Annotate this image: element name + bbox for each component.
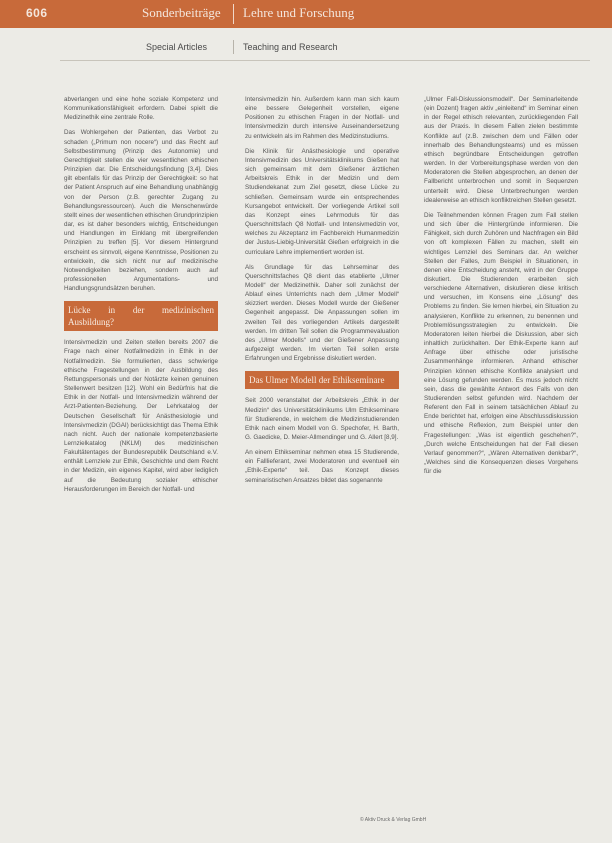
paragraph: Als Grundlage für das Lehrseminar des Querschnittsfaches Q8 dient das etablierte „Ulmer Modell“ der Medizinethik. Daher soll zunächst der Ablauf eines Unterrichts nach dem „Ulmer Modell“ skizziert werden. Dieses Modell wurde der Gießener Gegenheit angepasst. Die Anpassungen sollen im zweiten Teil des vorliegenden Artikels dargestellt werden. Im dritten Teil sollen die Programmevaluation des „Ulmer Modells“ und der Gießener Anpassung aufgezeigt werden. Im vierten Teil sollen erste Erfahrungen und Ergebnisse diskutiert werden. xyxy=(245,263,399,363)
paragraph: Das Wohlergehen der Patienten, das Verbot zu schaden („Primum non nocere“) und das Recht auf Selbstbestimmung (Prinzip des Autonomie) und Gerechtigkeit stellen die vier wesentlichen ethischen Prinzipien dar. Die Entscheidungsfindung [3,4]. Dies gilt ebenfalls für das Prinzip der Gerechtigkeit: so hat der Patient Anspruch auf eine Behandlung unabhängig von der Person (z.B. gerechter Zugang zu Behandlungsressourcen). Auch die Menschenwürde stellt eines der wesentlichen ethischen Grundprinzipien dar, es ist daher besonders wichtig, Entscheidungen und Handlungen im Einklang mit übergreifenden Prinzipien zu treffen [5]. Vor diesem Hintergrund erscheint es sinnvoll, eigene Kenntnisse, Positionen zu entwickeln, die sich nicht nur auf medizinische Notwendigkeiten beziehen, sondern auch auf professionellen Argumentations- und Handlungsgrundsätzen beruhen. xyxy=(64,129,218,293)
paragraph: Seit 2000 veranstaltet der Arbeitskreis „Ethik in der Medizin“ des Universitätsklinikums Ulm Ethikseminare für Studierende, in welchem die Medizinstudierenden Ethik nach einem Modell von G. Spechofer, H. Barth, G. Gaedicke, D. Meier-Allmendinger und G. Allert [8,9]. xyxy=(245,397,399,441)
paragraph: „Ulmer Fall-Diskussionsmodell“. Der Seminarleitende (ein Dozent) fragen aktiv „einleitend“ im Seminar einen in der Regel ethisch relevanten, zurückliegenden Fall aus der Praxis. In diesem Fallen zielen bestimmte Konflikte auf (z.B. zwischen dem und Fällen oder innerhalb des Behandlungsteams) und es müssen ethisch begründbare Entscheidungen getroffen werden. In der Vorbereitungsphase werden von den Moderatoren die Stellen abgesprochen, an denen der Fallbericht unterbrochen und somit in Sequenzen unterteilt wird. Diese Unterbrechungen werden idealerweise an ethisch konfliktreichen Stellen gesetzt. xyxy=(424,96,578,204)
text-column-3 xyxy=(424,95,578,482)
section-heading: Das Ulmer Modell der Ethikseminare xyxy=(245,371,399,389)
section-heading: Lücke in der medizinischen Ausbildung? xyxy=(64,301,218,331)
section-title-left: Sonderbeiträge xyxy=(142,5,221,20)
header-rule xyxy=(60,60,590,61)
paragraph: abverlangen und eine hohe soziale Kompetenz und Kommunikationsfähigkeit erfordern. Dabei spielt die Medizinethik eine zentrale Rolle. xyxy=(64,96,218,122)
section-title-right: Lehre und Forschung xyxy=(243,5,355,20)
paragraph: An einem Ethikseminar nehmen etwa 15 Studierende, ein Falllieferant, zwei Moderatoren und eventuell ein „Ethik-Experte“ teil. Das Konzept dieses seminaristischen Ansatzes bildet das sogenannte xyxy=(245,449,399,484)
page-header-bar xyxy=(0,0,612,28)
subheader-right: Teaching and Research xyxy=(243,42,338,52)
text-column-1 xyxy=(64,95,218,500)
footer-copyright: © Aktiv Druck & Verlag GmbH xyxy=(360,817,427,823)
page-number: 606 xyxy=(26,6,48,20)
header-divider xyxy=(233,4,234,24)
paragraph: Die Klinik für Anästhesiologie und operative Intensivmedizin des Universitätsklinikums Gießen hat sich gemeinsam mit dem Gießener ärztlichen Arbeitskreis Ethik in der Medizin und dem Studiendekanat zum Ziel gesetzt, diese Lücke zu schließen. Gemeinsam wurde ein entsprechendes Kursangebot entwickelt. Der vorliegende Artikel soll das Konzept eines Lehrmoduls für das Querschnittsfach Q8 Notfall- und Intensivmedizin vor, welches zu Akzeptanz im Fachbereich Humanmedizin der Justus-Liebig-Universität Gießen erfolgreich in die curriculare Lehre implementiert worden ist. xyxy=(245,147,399,256)
paragraph: Die Teilnehmenden können Fragen zum Fall stellen und sich über die Hintergründe informieren. Die Fähigkeit, sich durch Zuhören und Nachfragen ein Bild von oft komplexen Fällen zu machen, stellt ein wichtiges Lernziel des Seminars dar. An welcher Stellen der Falles, zum Beispiel in Situationen, in denen eine Entscheidung ansteht, wird in der Gruppe diskutiert. Die Studierenden erarbeiten sich verschiedene Alternativen, diskutieren diese kritisch und versuchen, im Konsens eine „Lösung“ des Problems zu finden. Sie lernen hierbei, ein Situation zu analysieren, Konflikte zu erkennen, zu benennen und Problemlösungsstrategien zu entwickeln. Die Moderatoren leiten hierbei die Diskussion, aber sich inhaltlich zurückhalten. Der Ethik-Experte kann auf Anfrage über ethische oder juristische Zusammenhänge informieren. Anhand ethischer Prinzipien können ethische Konflikte analysiert und eine Lösung gefunden werden. Es muss jedoch nicht sein, dass die gewählte Antwort des Falls von den Studierenden selbst gefunden wird. Nachdem der Referent den Fall in seinem tatsächlichen Ablauf zu Ende berichtet hat, erfolgen eine Abschlussdiskussion und ethische Reflexion, zum Beispiel unter den Fragestellungen: „Was ist eigentlich geschehen?“, „Durch welche Entscheidungen hat der Fall diesen Verlauf genommen?“, „Wären Alternativen denkbar?“, „Welches sind die Konsequenzen dieses Vorgehens für die xyxy=(424,211,578,476)
paragraph: Intensivmedizin hin. Außerdem kann man sich kaum eine bessere Gelegenheit vorstellen, eigene Positionen zu ethischen Fragen in der Notfall- und Intensivmedizin durch intensive Auseinandersetzung zu entwickeln als im Rahmen des Medizinstudiums. xyxy=(245,96,399,140)
subheader-left: Special Articles xyxy=(146,42,208,52)
paragraph: Intensivmedizin und Zeiten stellen bereits 2007 die Frage nach einer Notfallmedizin in Ethik in der Notfallmedizin. Sie formulierten, dass schwierige ethische Fragestellungen in der Ausbildung des Rettungspersonals und der Notärzte keinen genuinen Stellenwert besitzen [12]. Wohl ein Bedürfnis hat die Ethik in der Notfall- und Intensivmedizin während der Arzt-Patienten-Beziehung. Der Lehrkatalog der Deutschen Gesellschaft für Anästhesiologie und Intensivmedizin (DGAI) berücksichtigt das Thema Ethik nach nicht. Auch der nationale kompetenzbasierte Lernzielkatalog (NKLM) des medizinischen Fakultätentages der Bundesrepublik Deutschland e.V. enthält Lernziele zur Ethik, Geschichte und dem Recht in der Medizin, ein eigenes Kapitel, wird aber lediglich auf die Bedeutung sozialer ethischer Herausforderungen im Bereich der Notfall- und xyxy=(64,339,218,493)
text-column-2 xyxy=(245,95,399,491)
subheader-divider xyxy=(233,40,234,54)
